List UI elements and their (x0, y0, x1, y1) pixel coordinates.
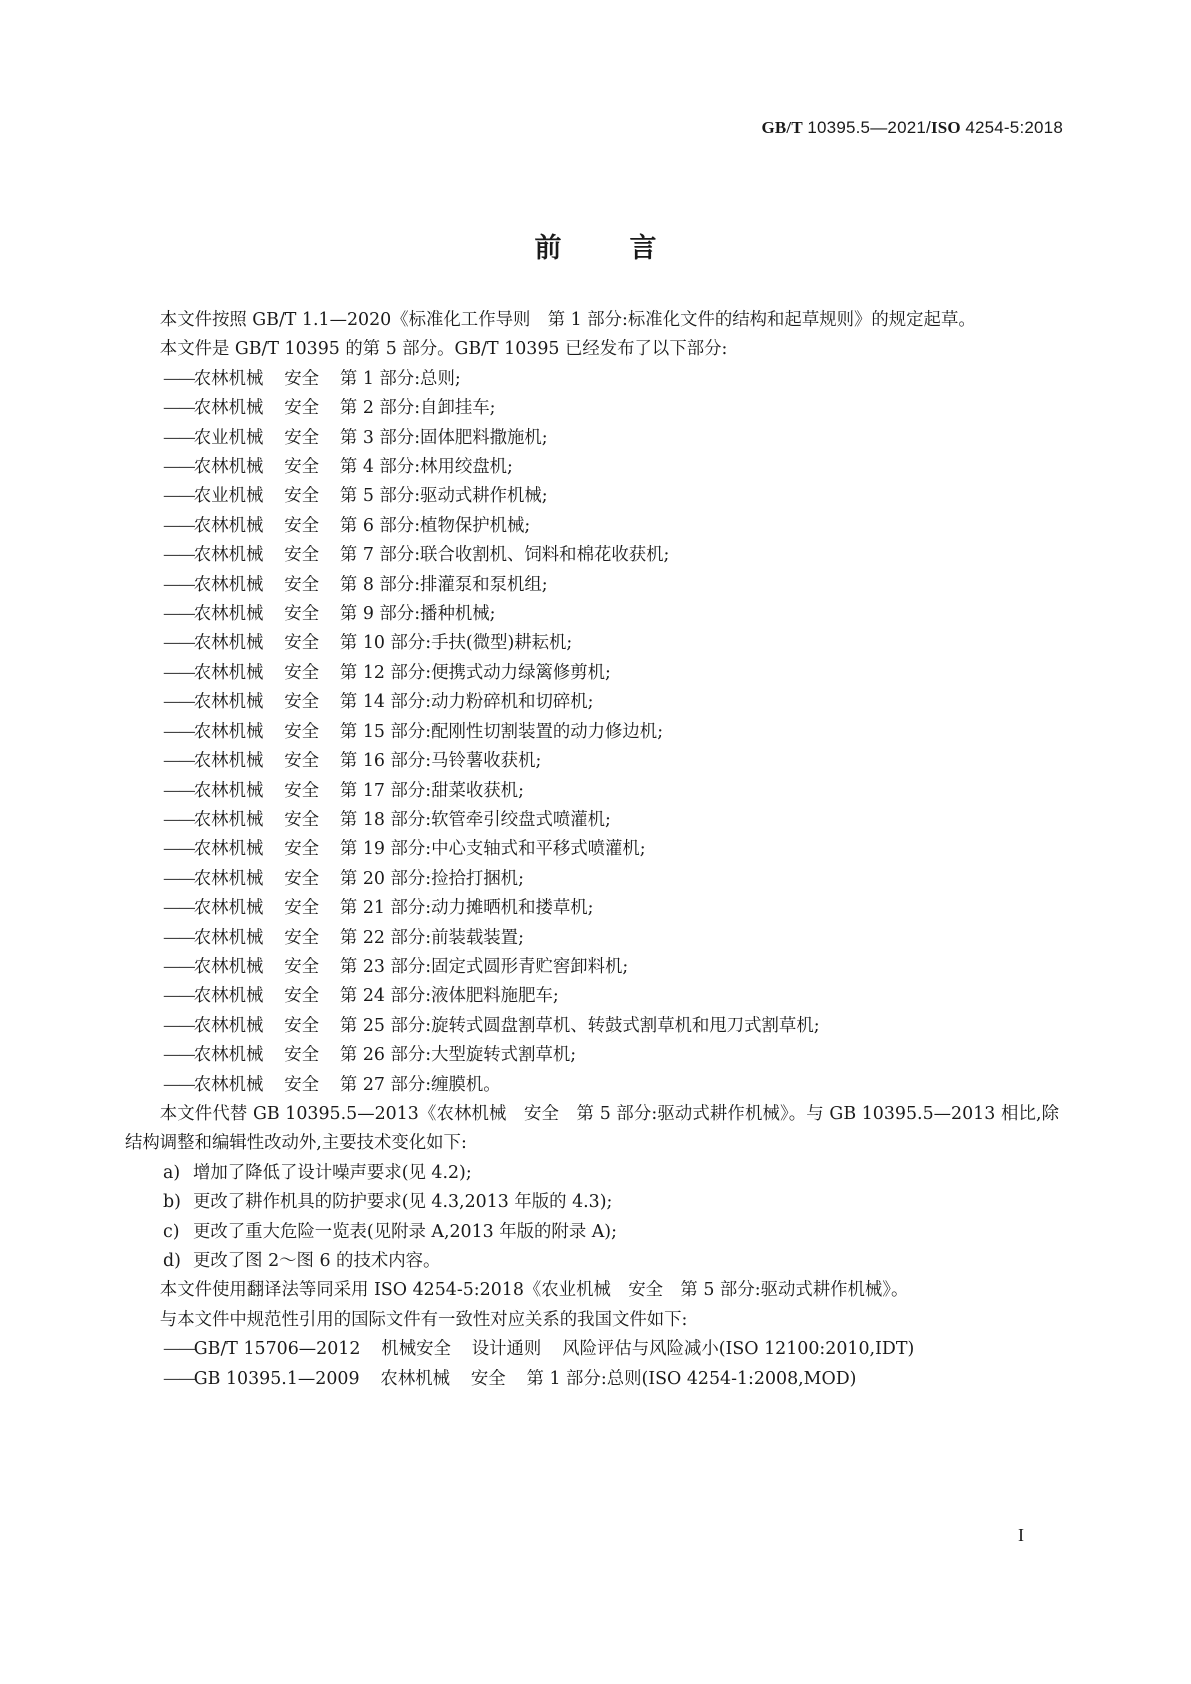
dash-marker: —— (163, 1339, 194, 1360)
part-category: 农林机械 (193, 545, 264, 566)
list-item (125, 1041, 1059, 1070)
part-topic: 安全 (284, 898, 320, 919)
ref-title-c: 第 1 部分:总则(ISO 4254-1:2008,MOD) (526, 1368, 857, 1389)
part-category: 农林机械 (193, 986, 264, 1007)
part-topic: 安全 (284, 574, 320, 595)
dash-marker: —— (163, 662, 194, 683)
part-category: 农林机械 (193, 927, 264, 948)
ref-title-c: 风险评估与风险减小(ISO 12100:2010,IDT) (562, 1339, 915, 1360)
list-item (125, 541, 1059, 570)
paragraph-part-info: 本文件是 GB/T 10395 的第 5 部分。GB/T 10395 已经发布了以下部分: (159, 339, 728, 360)
part-title: 第 18 部分:软管牵引绞盘式喷灌机; (339, 809, 611, 830)
part-title: 第 22 部分:前装载装置; (339, 927, 524, 948)
list-item (125, 365, 1059, 394)
part-category: 农林机械 (193, 1074, 264, 1095)
part-topic: 安全 (284, 780, 320, 801)
list-item (125, 1365, 1059, 1394)
part-category: 农林机械 (193, 604, 264, 625)
part-title: 第 7 部分:联合收割机、饲料和棉花收获机; (339, 545, 670, 566)
part-topic: 安全 (284, 486, 320, 507)
list-item (125, 1159, 1059, 1188)
part-title: 第 16 部分:马铃薯收获机; (339, 751, 542, 772)
part-category: 农业机械 (193, 486, 264, 507)
part-category: 农林机械 (193, 692, 264, 713)
part-category: 农林机械 (193, 868, 264, 889)
list-item (125, 835, 1059, 864)
part-title: 第 6 部分:植物保护机械; (339, 515, 531, 536)
part-category: 农林机械 (193, 574, 264, 595)
foreword-body (125, 306, 1059, 1394)
list-item (125, 718, 1059, 747)
item-text: 更改了图 2～图 6 的技术内容。 (193, 1251, 441, 1271)
dash-marker: —— (163, 368, 194, 389)
part-topic: 安全 (284, 662, 320, 683)
list-item (125, 982, 1059, 1011)
dash-marker: —— (163, 1015, 194, 1036)
list-item (125, 894, 1059, 923)
part-topic: 安全 (284, 1074, 320, 1095)
ref-title-b: 安全 (470, 1368, 506, 1389)
std-prefix: GB/T (761, 118, 803, 137)
part-topic: 安全 (284, 692, 320, 713)
paragraph-correspondence: 与本文件中规范性引用的国际文件有一致性对应关系的我国文件如下: (159, 1309, 688, 1330)
item-text: 增加了降低了设计噪声要求(见 4.2); (193, 1162, 472, 1183)
dash-marker: —— (163, 692, 194, 713)
dash-marker: —— (163, 1045, 194, 1066)
part-title: 第 25 部分:旋转式圆盘割草机、转鼓式割草机和甩刀式割草机; (339, 1015, 820, 1036)
dash-marker: —— (163, 515, 194, 536)
part-category: 农林机械 (193, 398, 264, 419)
part-category: 农林机械 (193, 809, 264, 830)
item-label: d) (163, 1251, 181, 1271)
part-topic: 安全 (284, 1015, 320, 1036)
list-item (125, 924, 1059, 953)
part-title: 第 8 部分:排灌泵和泵机组; (339, 574, 548, 595)
ref-title-a: 机械安全 (381, 1339, 451, 1360)
page-title (0, 226, 1191, 265)
dash-marker: —— (163, 1074, 194, 1095)
part-category: 农林机械 (193, 515, 264, 536)
part-category: 农林机械 (193, 662, 264, 683)
list-item (125, 1188, 1059, 1217)
part-topic: 安全 (284, 721, 320, 742)
list-item (125, 512, 1059, 541)
list-item (125, 806, 1059, 835)
part-title: 第 15 部分:配刚性切割装置的动力修边机; (339, 721, 664, 742)
item-label: b) (163, 1192, 181, 1213)
dash-marker: —— (163, 751, 194, 772)
part-topic: 安全 (284, 604, 320, 625)
dash-marker: —— (163, 780, 194, 801)
part-topic: 安全 (284, 956, 320, 977)
part-category: 农林机械 (193, 751, 264, 772)
standard-code-header (761, 118, 1063, 138)
list-item (125, 953, 1059, 982)
iso-number: 4254-5:2018 (965, 118, 1063, 137)
part-title: 第 24 部分:液体肥料施肥车; (339, 986, 559, 1007)
item-label: a) (163, 1162, 181, 1183)
dash-marker: —— (163, 839, 194, 860)
part-topic: 安全 (284, 809, 320, 830)
paragraph-drafting-rules: 本文件按照 GB/T 1.1—2020《标准化工作导则 第 1 部分:标准化文件的结构和起草规则》的规定起草。 (159, 310, 976, 330)
part-topic: 安全 (284, 1045, 320, 1066)
dash-marker: —— (163, 956, 194, 977)
part-category: 农林机械 (193, 839, 264, 860)
changes-list (125, 1159, 1059, 1277)
item-text: 更改了耕作机具的防护要求(见 4.3,2013 年版的 4.3); (193, 1192, 613, 1213)
list-item (125, 865, 1059, 894)
part-title: 第 17 部分:甜菜收获机; (339, 780, 524, 801)
part-topic: 安全 (284, 545, 320, 566)
list-item (125, 1071, 1059, 1100)
part-title: 第 1 部分:总则; (339, 368, 461, 389)
part-title: 第 3 部分:固体肥料撒施机; (339, 427, 548, 448)
item-text: 更改了重大危险一览表(见附录 A,2013 年版的附录 A); (193, 1221, 617, 1242)
ref-title-b: 设计通则 (471, 1339, 542, 1360)
ref-title-a: 农林机械 (380, 1368, 450, 1389)
part-title: 第 19 部分:中心支轴式和平移式喷灌机; (339, 839, 646, 860)
parts-list (125, 365, 1059, 1100)
part-category: 农林机械 (193, 457, 264, 478)
dash-marker: —— (163, 604, 194, 625)
ref-code: GB/T 15706—2012 (193, 1339, 361, 1360)
part-title: 第 14 部分:动力粉碎机和切碎机; (339, 692, 594, 713)
std-number: 10395.5—2021/ (807, 118, 931, 137)
part-topic: 安全 (284, 986, 320, 1007)
paragraph-adoption: 本文件使用翻译法等同采用 ISO 4254-5:2018《农业机械 安全 第 5 部分:驱动式耕作机械》。 (159, 1280, 909, 1301)
list-item (125, 1012, 1059, 1041)
part-title: 第 9 部分:播种机械; (339, 604, 496, 625)
part-title: 第 21 部分:动力摊晒机和搂草机; (339, 898, 594, 919)
dash-marker: —— (163, 927, 194, 948)
dash-marker: —— (163, 427, 194, 448)
list-item (125, 747, 1059, 776)
page-number: I (1018, 1525, 1024, 1545)
dash-marker: —— (163, 545, 194, 566)
title-char-2: 言 (629, 233, 657, 264)
part-category: 农林机械 (193, 956, 264, 977)
part-category: 农林机械 (193, 898, 264, 919)
part-topic: 安全 (284, 868, 320, 889)
part-title: 第 4 部分:林用绞盘机; (339, 457, 513, 478)
dash-marker: —— (163, 868, 194, 889)
part-topic: 安全 (284, 368, 320, 389)
dash-marker: —— (163, 809, 194, 830)
dash-marker: —— (163, 457, 194, 478)
part-category: 农业机械 (193, 427, 264, 448)
list-item (125, 1335, 1059, 1364)
iso-prefix: ISO (930, 118, 961, 137)
part-title: 第 27 部分:缠膜机。 (339, 1074, 501, 1095)
part-topic: 安全 (284, 927, 320, 948)
list-item (125, 482, 1059, 511)
part-category: 农林机械 (193, 368, 264, 389)
dash-marker: —— (163, 986, 194, 1007)
part-category: 农林机械 (193, 721, 264, 742)
list-item (125, 600, 1059, 629)
part-title: 第 10 部分:手扶(微型)耕耘机; (339, 633, 573, 654)
references-list (125, 1335, 1059, 1394)
part-topic: 安全 (284, 457, 320, 478)
part-topic: 安全 (284, 751, 320, 772)
dash-marker: —— (163, 633, 194, 654)
part-title: 第 26 部分:大型旋转式割草机; (339, 1045, 577, 1066)
list-item (125, 629, 1059, 658)
dash-marker: —— (163, 1368, 194, 1389)
dash-marker: —— (163, 398, 194, 419)
dash-marker: —— (163, 721, 194, 742)
part-category: 农林机械 (193, 1045, 264, 1066)
part-title: 第 12 部分:便携式动力绿篱修剪机; (339, 662, 611, 683)
list-item (125, 394, 1059, 423)
part-title: 第 2 部分:自卸挂车; (339, 398, 496, 419)
part-topic: 安全 (284, 427, 320, 448)
part-title: 第 5 部分:驱动式耕作机械; (339, 486, 548, 507)
part-category: 农林机械 (193, 633, 264, 654)
list-item (125, 659, 1059, 688)
paragraph-replaces: 本文件代替 GB 10395.5—2013《农林机械 安全 第 5 部分:驱动式耕作机械》。与 GB 10395.5—2013 相比,除结构调整和编辑性改动外,主要技术变化如下: (125, 1103, 1059, 1154)
part-title: 第 23 部分:固定式圆形青贮窖卸料机; (339, 956, 629, 977)
part-topic: 安全 (284, 515, 320, 536)
item-label: c) (163, 1221, 180, 1242)
list-item (125, 453, 1059, 482)
list-item (125, 1247, 1059, 1276)
list-item (125, 1218, 1059, 1247)
dash-marker: —— (163, 486, 194, 507)
list-item (125, 777, 1059, 806)
part-category: 农林机械 (193, 780, 264, 801)
list-item (125, 424, 1059, 453)
dash-marker: —— (163, 574, 194, 595)
part-title: 第 20 部分:捡拾打捆机; (339, 868, 524, 889)
part-topic: 安全 (284, 839, 320, 860)
part-topic: 安全 (284, 398, 320, 419)
list-item (125, 571, 1059, 600)
ref-code: GB 10395.1—2009 (193, 1368, 360, 1389)
list-item (125, 688, 1059, 717)
part-topic: 安全 (284, 633, 320, 654)
dash-marker: —— (163, 898, 194, 919)
title-char-1: 前 (534, 233, 562, 264)
part-category: 农林机械 (193, 1015, 264, 1036)
